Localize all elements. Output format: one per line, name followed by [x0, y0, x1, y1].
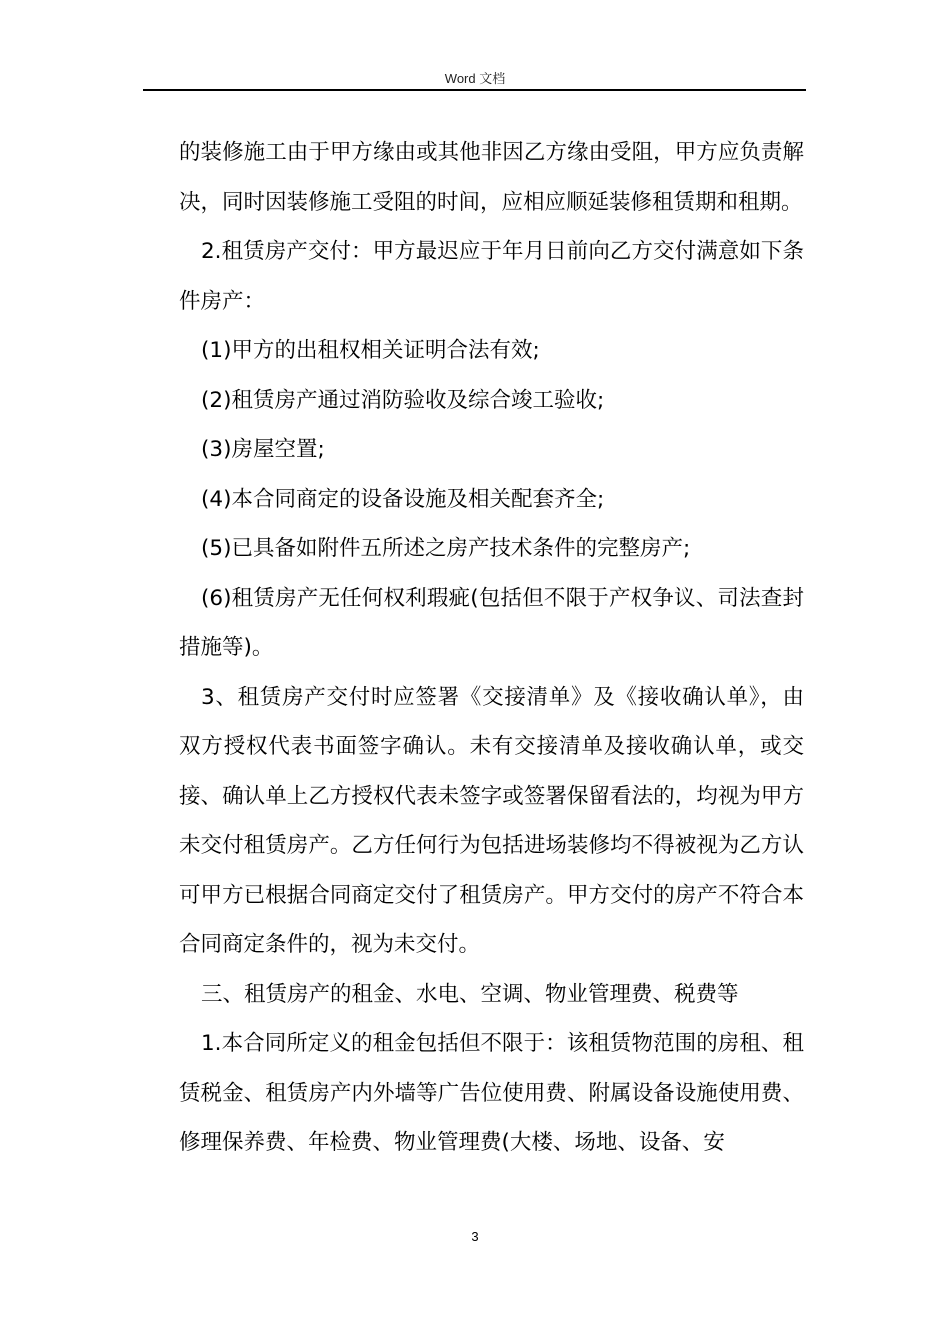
section-heading: 三、租赁房产的租金、水电、空调、物业管理费、税费等 — [201, 981, 739, 1007]
document-body — [179, 128, 804, 1168]
list-item-1: (1)甲方的出租权相关证明合法有效; — [201, 338, 540, 363]
page-number: 3 — [471, 1229, 479, 1244]
header-divider — [143, 89, 806, 91]
list-item-6: (6)租赁房产无任何权利瑕疵(包括但不限于产权争议、司法查封措施等)。 — [179, 585, 804, 660]
paragraph-2: 2.租赁房产交付：甲方最迟应于年月日前向乙方交付满意如下条件房产： — [179, 239, 804, 314]
paragraph-3: 3、租赁房产交付时应签署《交接清单》及《接收确认单》，由双方授权代表书面签字确认。未有交接清单及接收确认单，或交接、确认单上乙方授权代表未签字或签署保留看法的，均视为甲方未交付租赁房产。乙方任何行为包括进场装修均不得被视为乙方认可甲方已根据合同商定交付了租赁房产。甲方交付的房产不符合本合同商定条件的，视为未交付。 — [179, 684, 804, 957]
list-item-3: (3)房屋空置; — [201, 437, 325, 462]
paragraph-1: 的装修施工由于甲方缘由或其他非因乙方缘由受阻，甲方应负责解决，同时因装修施工受阻的时间，应相应顺延装修租赁期和租期。 — [179, 140, 804, 215]
list-item-4: (4)本合同商定的设备设施及相关配套齐全; — [201, 486, 605, 512]
page-header: Word 文档 — [444, 71, 506, 86]
list-item-5: (5)已具备如附件五所述之房产技术条件的完整房产; — [201, 536, 691, 561]
paragraph-4: 1.本合同所定义的租金包括但不限于：该租赁物范围的房租、租赁税金、租赁房产内外墙等广告位使用费、附属设备设施使用费、修理保养费、年检费、物业管理费(大楼、场地、设备、安 — [179, 1031, 804, 1155]
list-item-2: (2)租赁房产通过消防验收及综合竣工验收; — [201, 387, 605, 413]
